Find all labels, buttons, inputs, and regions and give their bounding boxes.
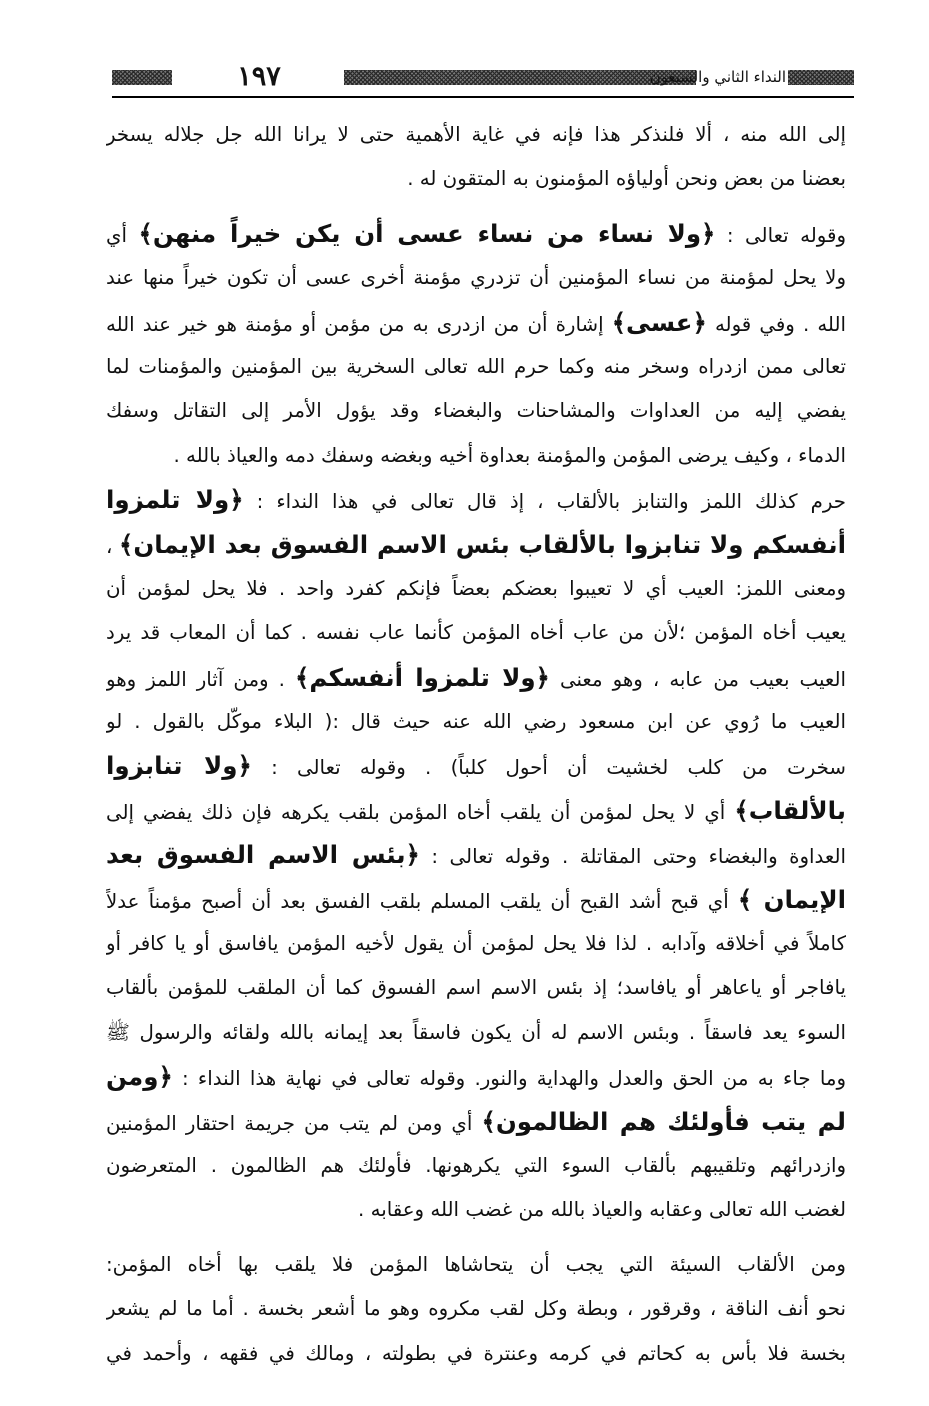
text-run: العداوة والبغضاء وحتى المقاتلة . وقوله تعالى : [419,845,846,869]
text-run: وما جاء به من الحق والعدل والهداية والنور. وقوله تعالى في نهاية هذا النداء : [172,1067,846,1091]
quran-quote: الإيمان ﴾ [737,884,846,914]
text-line [106,345,846,389]
text-run: ومن الألقاب السيئة التي يجب أن يتحاشاها المؤمن فلا يلقب بها أخاه المؤمن: [106,1252,846,1276]
text-line [106,389,846,433]
text-line [106,113,846,157]
text-run: كاملاً في أخلاقه وآدابه . لذا فلا يحل لمؤمن أن يقول لأخيه المؤمن يافاسق أو يا كافر أو [106,932,846,956]
chapter-title: النداء الثاني والسبعون [649,68,786,86]
text-run: سخرت من كلب لخشيت أن أحول كلباً) . وقوله تعالى : [251,756,846,780]
quran-quote: أنفسكم ولا تنابزوا بالألقاب بئس الاسم الفسوق بعد الإيمان﴾ [119,529,846,559]
text-line [106,1011,846,1055]
text-run: . ومن آثار اللمز وهو [106,667,295,691]
text-run: بخسة فلا بأس به كحاتم في كرمه وعنترة في بطولته ، ومالك في فقهه ، وأحمد في [106,1341,846,1365]
text-line [106,966,846,1010]
text-line [106,256,846,300]
text-run: وقوله تعالى : [715,223,846,247]
text-run: يعيب أخاه المؤمن ؛لأن من عاب أخاه المؤمن كأنما عاب نفسه . كما أن المعاب قد يرد [106,621,846,645]
text-run: إلى الله منه ، ألا فلنذكر هذا فإنه في غاية الأهمية حتى لا يرانا الله جل جلاله يسخر [106,123,846,146]
text-run: وازدرائهم وتلقيبهم بألقاب السوء التي يكرهونها. فأولئك هم الظالمون . المتعرضون [106,1153,846,1177]
text-run: العيب بعيب من عابه ، وهو معنى [549,667,846,691]
text-line [106,878,846,922]
text-line [106,611,846,655]
quran-quote: لم يتب فأولئك هم الظالمون﴾ [481,1106,846,1136]
body-text [106,113,846,1376]
text-run: ، [106,534,120,558]
text-line [106,212,846,256]
text-line [106,1100,846,1144]
text-line [106,789,846,833]
text-run: أي [106,223,139,247]
text-run: الله . وفي قوله [706,312,846,336]
text-run: حرم كذلك اللمز والتنابز بالألقاب ، إذ قال تعالى في هذا النداء : [243,490,846,514]
text-run: ومعنى اللمز: العيب أي لا تعيبوا بعضكم بعضاً فإنكم كفرد واحد . فلا يحل لمؤمن أن [106,576,846,600]
text-run: الدماء ، وكيف يرضى المؤمن والمؤمنة بعداوة أخيه وبغضه وسفك دمه والعياذ بالله . [173,443,846,467]
text-run: يفضي إليه من العداوات والمشاحنات والبغضاء وقد يؤول الأمر إلى التقاتل وسفك [106,399,846,423]
header-ornament-middle [344,70,696,85]
text-line [106,1188,846,1232]
text-run: أي قبح أشد القبح أن يلقب المسلم بلقب الفسق بعد أن أصبح مؤمناً عدلاً [106,889,738,913]
text-line [106,478,846,522]
text-run: أي ومن لم يتب من جريمة احتقار المؤمنين [106,1111,482,1135]
text-run: العيب ما رُوي عن ابن مسعود رضي الله عنه حيث قال :( البلاء موكّل بالقول . لو [106,710,846,734]
header-rule [112,96,854,98]
text-run: بعضنا من بعض ونحن أولياؤه المؤمنون به المتقون له . [407,167,846,191]
text-line [106,1243,846,1287]
text-run: أي لا يحل لمؤمن أن يلقب أخاه المؤمن بلقب يكرهه فإن ذلك يفضي إلى [106,800,735,824]
quran-quote: ﴿ولا تنابزوا [106,751,252,781]
text-line [106,1055,846,1099]
text-line [106,656,846,700]
text-line [106,1332,846,1376]
text-run: لغضب الله تعالى وعقابه والعياذ بالله من غضب الله وعقابه . [358,1198,846,1222]
text-line [106,922,846,966]
text-run: ولا يحل لمؤمنة من نساء المؤمنين أن تزدري مؤمنة أخرى عسى أن تكون خيراً منها عند [106,266,846,290]
header-ornament-right [788,70,854,85]
quran-quote: ﴿ولا نساء من نساء عسى أن يكن خيراً منهن﴾ [138,218,716,248]
text-run: نحو أنف الناقة ، وقرقور ، وبطة وكل لقب مكروه وهو ما أشعر بخسة . أما ما لم يشعر [106,1297,846,1321]
quran-quote: ﴿عسى﴾ [611,307,707,337]
quran-quote: ﴿ولا تلمزوا أنفسكم﴾ [295,662,550,692]
text-line [106,744,846,788]
text-line [106,434,846,478]
text-line [106,301,846,345]
text-line [106,1287,846,1331]
quran-quote: ﴿بئس الاسم الفسوق بعد [106,840,420,870]
page-number: ١٩٧ [237,61,281,92]
quran-quote: ﴿ومن [106,1062,173,1092]
text-run: إشارة أن من ازدرى به من مؤمن أو مؤمنة هو خير عند الله [106,312,612,336]
running-header [112,58,854,98]
header-ornament-left [112,70,172,85]
text-run: تعالى ممن ازدراه وسخر منه وكما حرم الله تعالى السخرية بين المؤمنين والمؤمنات لما [106,354,846,378]
quran-quote: ﴿ولا تلمزوا [106,485,244,515]
quran-quote: بالألقاب﴾ [734,795,846,825]
text-line [106,1144,846,1188]
text-line [106,523,846,567]
text-line [106,157,846,201]
text-line [106,567,846,611]
text-run: يافاجر أو ياعاهر أو يافاسد؛ إذ بئس الاسم اسم الفسوق كما أن الملقب للمؤمن بألقاب [106,976,846,1000]
text-run: السوء يعد فاسقاً . وبئس الاسم له أن يكون فاسقاً بعد إيمانه بالله ولقائه والرسول ﷺ [106,1020,846,1044]
text-line [106,833,846,877]
text-line [106,700,846,744]
